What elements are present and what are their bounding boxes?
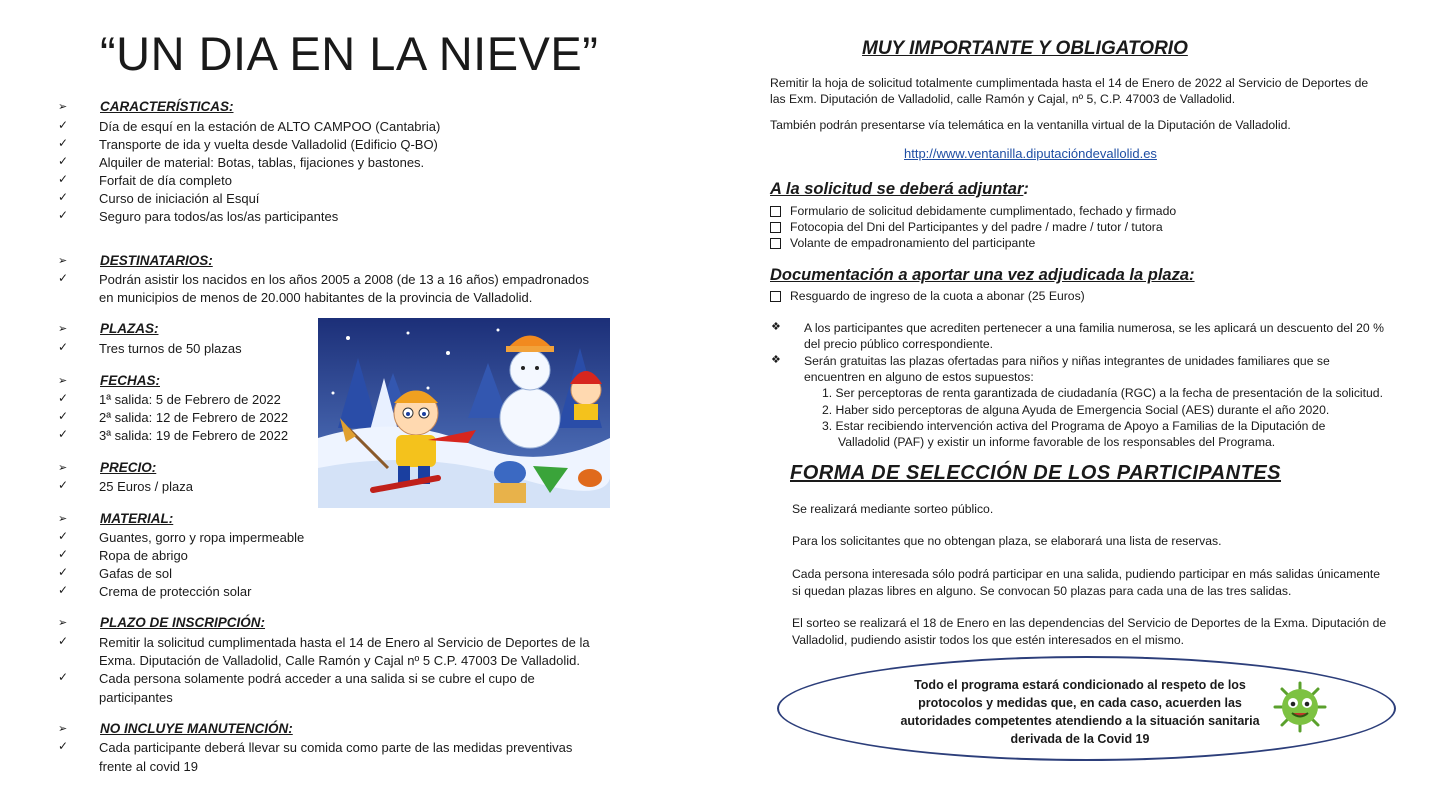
check-icon: ✓	[58, 739, 69, 753]
checkbox-item: Resguardo de ingreso de la cuota a abonar (25 Euros)	[790, 289, 1085, 303]
section-heading-caracteristicas: CARACTERÍSTICAS:	[100, 99, 234, 114]
check-icon: ✓	[58, 634, 69, 648]
list-item: Día de esquí en la estación de ALTO CAMPOO (Cantabria)	[99, 119, 441, 134]
check-icon: ✓	[58, 409, 69, 423]
check-icon: ✓	[58, 565, 69, 579]
paragraph-sorteo: Se realizará mediante sorteo público.	[792, 502, 994, 516]
paragraph-numerosa-line2: del precio público correspondiente.	[804, 337, 994, 351]
check-icon: ✓	[58, 154, 69, 168]
list-item: Tres turnos de 50 plazas	[99, 341, 242, 356]
diamond-bullet-icon: ❖	[771, 354, 781, 366]
covid-notice-text	[880, 676, 1280, 748]
arrow-bullet-icon: ➢	[58, 617, 68, 629]
list-item: Podrán asistir los nacidos en los años 2005 a 2008 (de 13 a 16 años) empadronados	[99, 272, 589, 287]
arrow-bullet-icon: ➢	[58, 375, 68, 387]
checkbox-item: Volante de empadronamiento del participante	[790, 236, 1036, 250]
ventanilla-link[interactable]: http://www.ventanilla.diputacióndevallolid.es	[904, 146, 1157, 161]
list-item: 2ª salida: 12 de Febrero de 2022	[99, 410, 289, 425]
check-icon: ✓	[58, 529, 69, 543]
heading-documentacion: Documentación a aportar una vez adjudicada la plaza:	[770, 266, 1195, 284]
heading-seleccion: FORMA DE SELECCIÓN DE LOS PARTICIPANTES	[790, 462, 1282, 484]
heading-muy-importante: MUY IMPORTANTE Y OBLIGATORIO	[862, 38, 1188, 59]
section-heading-precio: PRECIO:	[100, 460, 157, 475]
section-heading-plazas: PLAZAS:	[100, 321, 159, 336]
check-icon: ✓	[58, 136, 69, 150]
check-icon: ✓	[58, 190, 69, 204]
list-item: 3ª salida: 19 de Febrero de 2022	[99, 428, 289, 443]
paragraph-gratuitas-line2: encuentren en alguno de estos supuestos:	[804, 370, 1034, 384]
numbered-item-continuation: Valladolid (PAF) y existir un informe favorable de los responsables del Programa.	[838, 435, 1276, 449]
check-icon: ✓	[58, 172, 69, 186]
check-icon: ✓	[58, 427, 69, 441]
check-icon: ✓	[58, 208, 69, 222]
list-item: Curso de iniciación al Esquí	[99, 191, 260, 206]
covid-line: autoridades competentes atendiendo a la situación sanitaria	[900, 714, 1260, 728]
section-heading-plazo: PLAZO DE INSCRIPCIÓN:	[100, 615, 266, 630]
check-icon: ✓	[58, 583, 69, 597]
check-icon: ✓	[58, 391, 69, 405]
list-item-continuation: participantes	[99, 690, 173, 705]
checkbox-item: Fotocopia del Dni del Participantes y del padre / madre / tutor / tutora	[790, 220, 1163, 234]
virus-icon	[1272, 681, 1328, 733]
paragraph-salida-line1: Cada persona interesada sólo podrá participar en una salida, pudiendo participar en más salidas únicamente	[792, 567, 1381, 581]
list-item: Transporte de ida y vuelta desde Valladolid (Edificio Q-BO)	[99, 137, 438, 152]
numbered-item: 3. Estar recibiendo intervención activa del Programa de Apoyo a Familias de la Diputación de	[822, 419, 1326, 433]
heading-adjuntar-text: A la solicitud se deberá adjuntar	[770, 180, 1024, 198]
arrow-bullet-icon: ➢	[58, 255, 68, 267]
covid-line: protocolos y medidas que, en cada caso, acuerden las	[918, 696, 1242, 710]
checkbox-icon	[770, 222, 781, 233]
covid-line: derivada de la Covid 19	[1010, 732, 1150, 746]
paragraph-numerosa-line1: A los participantes que acrediten pertenecer a una familia numerosa, se les aplicará un descuento del 20 %	[804, 321, 1384, 335]
paragraph-reservas: Para los solicitantes que no obtengan plaza, se elaborará una lista de reservas.	[792, 534, 1222, 548]
paragraph-fecha-sorteo-line1: El sorteo se realizará el 18 de Enero en las dependencias del Servicio de Deportes de la Exma. Diputación de	[792, 616, 1387, 630]
list-item: Alquiler de material: Botas, tablas, fijaciones y bastones.	[99, 155, 425, 170]
paragraph-gratuitas-line1: Serán gratuitas las plazas ofertadas para niños y niñas integrantes de unidades familiares que se	[804, 354, 1330, 368]
covid-line: Todo el programa estará condicionado al respeto de los	[914, 678, 1246, 692]
arrow-bullet-icon: ➢	[58, 723, 68, 735]
numbered-item: 1. Ser perceptoras de renta garantizada de ciudadanía (RGC) a la fecha de presentación de la solicitud.	[822, 386, 1383, 400]
section-heading-manutencion: NO INCLUYE MANUTENCIÓN:	[100, 721, 293, 736]
check-icon: ✓	[58, 271, 69, 285]
check-icon: ✓	[58, 340, 69, 354]
list-item-continuation: Exma. Diputación de Valladolid, Calle Ramón y Cajal nº 5 C.P. 47003 De Valladolid.	[99, 653, 580, 668]
paragraph-remitir-line1: Remitir la hoja de solicitud totalmente cumplimentada hasta el 14 de Enero de 2022 al Servicio de Deportes de	[770, 76, 1369, 90]
list-item: 1ª salida: 5 de Febrero de 2022	[99, 392, 281, 407]
section-heading-material: MATERIAL:	[100, 511, 174, 526]
list-item: Guantes, gorro y ropa impermeable	[99, 530, 305, 545]
section-heading-destinatarios: DESTINATARIOS:	[100, 253, 213, 268]
paragraph-fecha-sorteo-line2: Valladolid, pudiendo asistir todos los que estén interesados en el mismo.	[792, 633, 1185, 647]
list-item-continuation: frente al covid 19	[99, 759, 199, 774]
list-item: Forfait de día completo	[99, 173, 232, 188]
snow-illustration	[318, 318, 610, 508]
checkbox-icon	[770, 238, 781, 249]
arrow-bullet-icon: ➢	[58, 323, 68, 335]
checkbox-item: Formulario de solicitud debidamente cumplimentado, fechado y firmado	[790, 204, 1177, 218]
check-icon: ✓	[58, 670, 69, 684]
checkbox-icon	[770, 206, 781, 217]
numbered-item: 2. Haber sido perceptoras de alguna Ayuda de Emergencia Social (AES) durante el año 2020.	[822, 403, 1330, 417]
arrow-bullet-icon: ➢	[58, 462, 68, 474]
check-icon: ✓	[58, 547, 69, 561]
heading-adjuntar	[770, 180, 1029, 199]
arrow-bullet-icon: ➢	[58, 513, 68, 525]
list-item: 25 Euros / plaza	[99, 479, 193, 494]
paragraph-telematica: También podrán presentarse vía telemática en la ventanilla virtual de la Diputación de Valladolid.	[770, 118, 1291, 132]
check-icon: ✓	[58, 118, 69, 132]
diamond-bullet-icon: ❖	[771, 321, 781, 333]
list-item: Remitir la solicitud cumplimentada hasta el 14 de Enero al Servicio de Deportes de la	[99, 635, 590, 650]
paragraph-salida-line2: si quedan plazas libres en alguno. Se convocan 50 plazas para cada una de las tres salidas.	[792, 584, 1292, 598]
list-item: Ropa de abrigo	[99, 548, 188, 563]
arrow-bullet-icon: ➢	[58, 101, 68, 113]
list-item: Seguro para todos/as los/as participantes	[99, 209, 339, 224]
list-item: Gafas de sol	[99, 566, 172, 581]
list-item: Cada persona solamente podrá acceder a una salida si se cubre el cupo de	[99, 671, 535, 686]
list-item: Cada participante deberá llevar su comida como parte de las medidas preventivas	[99, 740, 573, 755]
page-title: “UN DIA EN LA NIEVE”	[100, 27, 599, 80]
list-item: Crema de protección solar	[99, 584, 252, 599]
checkbox-icon	[770, 291, 781, 302]
section-heading-fechas: FECHAS:	[100, 373, 160, 388]
list-item-continuation: en municipios de menos de 20.000 habitantes de la provincia de Valladolid.	[99, 290, 533, 305]
paragraph-remitir-line2: las Exm. Diputación de Valladolid, calle Ramón y Cajal, nº 5, C.P. 47003 de Valladolid.	[770, 92, 1236, 106]
heading-adjuntar-colon: :	[1023, 180, 1029, 198]
check-icon: ✓	[58, 478, 69, 492]
